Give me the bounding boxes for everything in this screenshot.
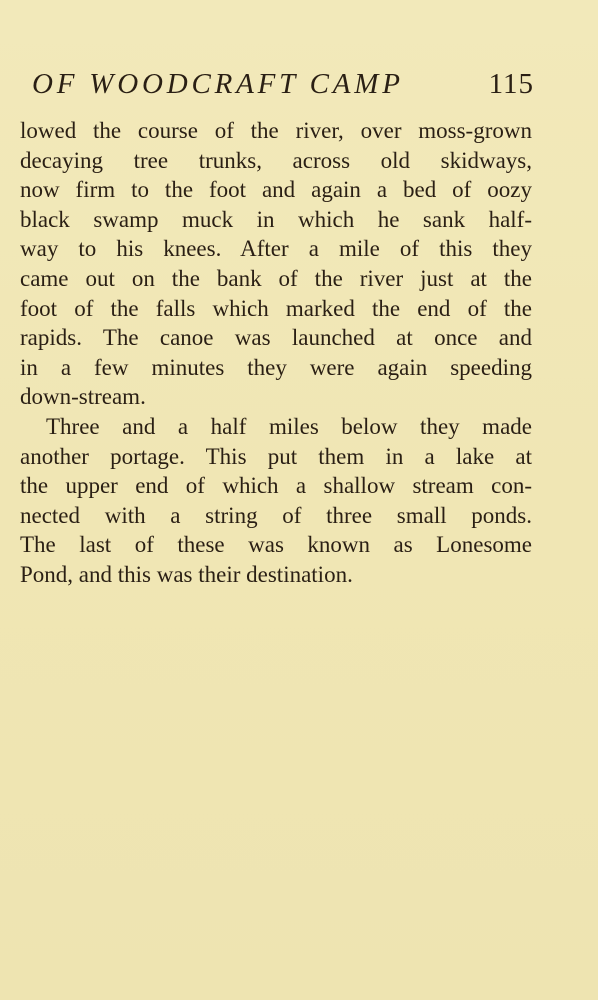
running-head bbox=[32, 68, 534, 108]
paragraph-end-line: down-stream. bbox=[20, 384, 146, 410]
text-line: way to his knees. After a mile of this they bbox=[20, 236, 532, 262]
page-number: 115 bbox=[488, 68, 534, 100]
text-line: The last of these was known as Lonesome bbox=[20, 532, 532, 558]
text-line: now firm to the foot and again a bed of oozy bbox=[20, 177, 532, 203]
text-line: in a few minutes they were again speeding bbox=[20, 354, 532, 380]
text-line: decaying tree trunks, across old skidways, bbox=[20, 147, 532, 173]
text-line: black swamp muck in which he sank half- bbox=[20, 206, 532, 232]
running-head-title: OF WOODCRAFT CAMP bbox=[32, 68, 404, 100]
text-line: the upper end of which a shallow stream con- bbox=[20, 473, 532, 499]
text-line: lowed the course of the river, over moss-grown bbox=[20, 118, 532, 143]
text-line: rapids. The canoe was launched at once and bbox=[20, 325, 532, 351]
text-line: nected with a string of three small ponds. bbox=[20, 502, 532, 528]
text-line: came out on the bank of the river just at the bbox=[20, 265, 532, 291]
text-line: another portage. This put them in a lake at bbox=[20, 443, 532, 469]
text-line: foot of the falls which marked the end of the bbox=[20, 295, 532, 321]
paragraph-start-line: Three and a half miles below they made bbox=[46, 413, 532, 439]
paragraph-end-line: Pond, and this was their destination. bbox=[20, 561, 353, 587]
body-text bbox=[20, 116, 532, 590]
